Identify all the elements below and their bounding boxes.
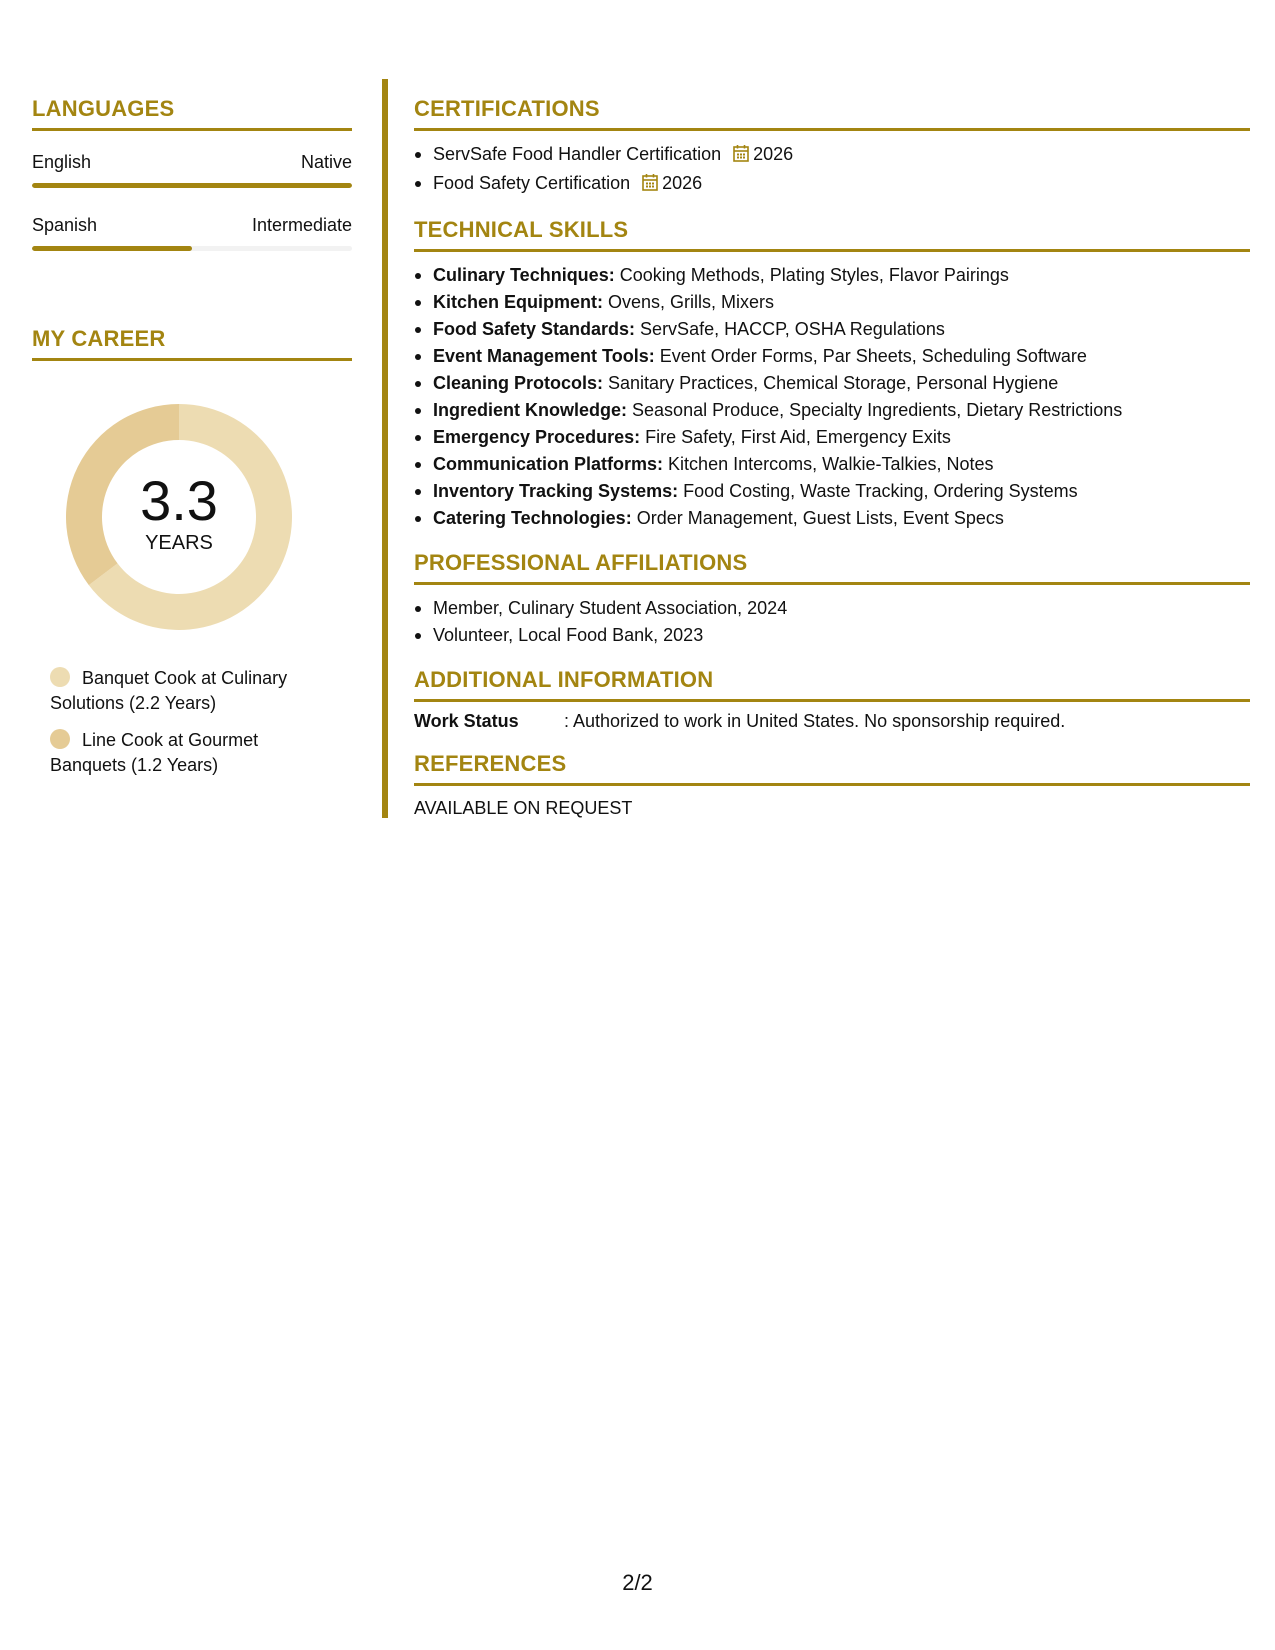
skill-category: Emergency Procedures: <box>433 427 641 447</box>
section-title-references: REFERENCES <box>414 751 567 776</box>
career-donut-chart <box>66 404 292 630</box>
language-proficiency-bar <box>32 246 352 251</box>
technical-skill-item <box>414 316 1250 343</box>
skill-category: Kitchen Equipment: <box>433 292 603 312</box>
affiliations-section <box>414 550 1250 649</box>
certification-item <box>414 170 1250 199</box>
column-divider <box>382 79 388 818</box>
technical-skill-item <box>414 451 1250 478</box>
technical-skills-section <box>414 217 1250 532</box>
section-title-certifications: CERTIFICATIONS <box>414 96 600 121</box>
section-rule <box>414 699 1250 702</box>
work-status-label: Work Status <box>414 711 519 731</box>
career-legend <box>32 666 312 778</box>
donut-center <box>66 404 292 630</box>
section-rule <box>414 582 1250 585</box>
skill-details: Fire Safety, First Aid, Emergency Exits <box>645 427 951 447</box>
language-name: English <box>32 152 92 172</box>
legend-dot-icon <box>50 667 70 687</box>
section-title-career: MY CAREER <box>32 326 166 351</box>
work-status-row <box>414 709 1250 733</box>
certification-name: Food Safety Certification <box>433 173 631 193</box>
calendar-icon <box>642 172 658 199</box>
skill-details: Order Management, Guest Lists, Event Specs <box>636 508 1004 528</box>
career-legend-item <box>50 666 312 716</box>
technical-skill-item <box>414 370 1250 397</box>
career-section <box>32 326 352 778</box>
section-rule <box>414 128 1250 131</box>
career-role-label: Banquet Cook at Culinary Solutions (2.2 Years) <box>50 668 288 713</box>
work-status-value: : Authorized to work in United States. No sponsorship required. <box>564 711 1066 731</box>
skill-details: Food Costing, Waste Tracking, Ordering Systems <box>683 481 1078 501</box>
skill-details: Seasonal Produce, Specialty Ingredients, Dietary Restrictions <box>632 400 1123 420</box>
certification-year: 2026 <box>753 144 794 164</box>
language-item <box>32 151 352 188</box>
certifications-section <box>414 96 1250 199</box>
skill-details: Kitchen Intercoms, Walkie-Talkies, Notes <box>668 454 994 474</box>
language-proficiency-bar <box>32 183 352 188</box>
calendar-icon <box>733 143 749 170</box>
career-total-years: 3.3 <box>140 469 218 532</box>
technical-skill-item <box>414 289 1250 316</box>
language-item <box>32 214 352 251</box>
certification-name: ServSafe Food Handler Certification <box>433 144 722 164</box>
skill-details: Event Order Forms, Par Sheets, Scheduling Software <box>659 346 1087 366</box>
skill-category: Communication Platforms: <box>433 454 664 474</box>
technical-skill-item <box>414 343 1250 370</box>
language-level: Native <box>300 152 352 172</box>
section-title-technical-skills: TECHNICAL SKILLS <box>414 217 629 242</box>
career-total-unit: YEARS <box>145 532 213 554</box>
language-level: Intermediate <box>251 215 352 235</box>
skill-category: Food Safety Standards: <box>433 319 636 339</box>
certification-list <box>414 141 1250 199</box>
affiliation-item: Volunteer, Local Food Bank, 2023 <box>414 622 1250 649</box>
technical-skill-item <box>414 397 1250 424</box>
language-proficiency-fill <box>32 183 352 188</box>
section-title-languages: LANGUAGES <box>32 96 175 121</box>
career-legend-item <box>50 728 312 778</box>
skill-category: Culinary Techniques: <box>433 265 615 285</box>
career-role-label: Line Cook at Gourmet Banquets (1.2 Years) <box>50 730 259 775</box>
skill-details: Sanitary Practices, Chemical Storage, Personal Hygiene <box>608 373 1059 393</box>
affiliation-item: Member, Culinary Student Association, 2024 <box>414 595 1250 622</box>
skill-category: Cleaning Protocols: <box>433 373 604 393</box>
skill-details: ServSafe, HACCP, OSHA Regulations <box>640 319 945 339</box>
page-number: 2/2 <box>622 1570 653 1595</box>
language-row <box>32 214 352 236</box>
language-list <box>32 151 352 251</box>
section-rule <box>414 249 1250 252</box>
skill-category: Event Management Tools: <box>433 346 655 366</box>
section-title-affiliations: PROFESSIONAL AFFILIATIONS <box>414 550 748 575</box>
technical-skill-item <box>414 505 1250 532</box>
language-row <box>32 151 352 173</box>
skill-details: Ovens, Grills, Mixers <box>608 292 775 312</box>
skill-category: Catering Technologies: <box>433 508 632 528</box>
skill-category: Ingredient Knowledge: <box>433 400 628 420</box>
languages-section <box>32 96 352 251</box>
references-section <box>414 751 1250 820</box>
technical-skills-list <box>414 262 1250 532</box>
right-column <box>414 96 1250 820</box>
technical-skill-item <box>414 424 1250 451</box>
legend-dot-icon <box>50 729 70 749</box>
technical-skill-item <box>414 478 1250 505</box>
section-title-additional-information: ADDITIONAL INFORMATION <box>414 667 714 692</box>
affiliations-list <box>414 595 1250 649</box>
certification-year: 2026 <box>662 173 703 193</box>
skill-details: Cooking Methods, Plating Styles, Flavor Pairings <box>619 265 1009 285</box>
section-rule <box>414 783 1250 786</box>
certification-item <box>414 141 1250 170</box>
section-rule <box>32 128 352 131</box>
left-column <box>32 96 352 778</box>
additional-information-section <box>414 667 1250 733</box>
references-text: AVAILABLE ON REQUEST <box>414 798 633 818</box>
language-name: Spanish <box>32 215 98 235</box>
section-rule <box>32 358 352 361</box>
skill-category: Inventory Tracking Systems: <box>433 481 679 501</box>
language-proficiency-fill <box>32 246 192 251</box>
technical-skill-item <box>414 262 1250 289</box>
